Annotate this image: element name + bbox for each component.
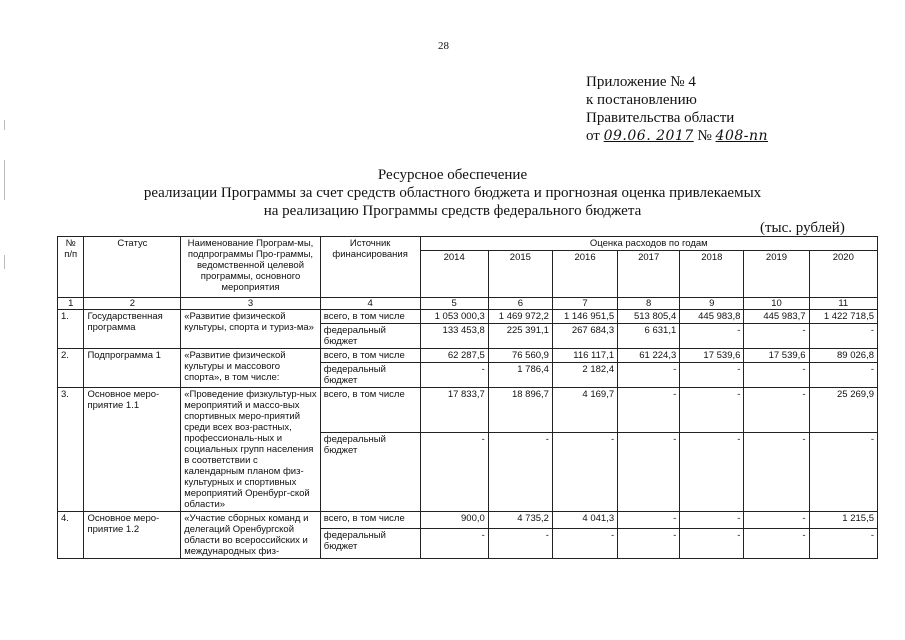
table-row [58,512,878,529]
year-value: 900,0 [420,512,488,529]
page-number: 28 [438,40,449,52]
year-value: 2 182,4 [552,363,617,388]
header-num: № п/п [58,237,84,298]
appendix-line-2: к постановлению [586,92,697,108]
year-value: 445 983,8 [680,310,744,324]
column-index: 5 [420,298,488,310]
column-index-row [58,298,878,310]
year-value: - [420,528,488,558]
year-value: - [618,528,680,558]
funding-source: всего, в том числе [320,349,420,363]
year-value: 267 684,3 [552,324,617,349]
year-value: 17 539,6 [680,349,744,363]
column-index: 4 [320,298,420,310]
row-number: 4. [58,512,84,559]
year-value: 1 053 000,3 [420,310,488,324]
year-value: - [680,388,744,433]
row-status: Подпрограмма 1 [84,349,181,388]
year-header: 2015 [488,251,552,298]
column-index: 10 [744,298,809,310]
funding-source: федеральный бюджет [320,432,420,512]
appendix-block [586,73,768,145]
year-header: 2017 [618,251,680,298]
funding-source: федеральный бюджет [320,363,420,388]
title-line-1: Ресурсное обеспечение [377,167,528,183]
year-value: 4 735,2 [488,512,552,529]
year-header: 2020 [809,251,877,298]
column-index: 8 [618,298,680,310]
year-value: 1 469 972,2 [488,310,552,324]
resource-table [57,236,878,559]
from-prefix: от [586,128,600,144]
year-value: - [809,363,877,388]
year-value: 17 539,6 [744,349,809,363]
year-value: - [744,324,809,349]
column-index: 2 [84,298,181,310]
year-header: 2019 [744,251,809,298]
row-program-name: «Развитие физической культуры и массового спорта», в том числе: [181,349,321,388]
row-status: Основное меро-приятие 1.1 [84,388,181,512]
year-value: - [488,432,552,512]
year-value: 89 026,8 [809,349,877,363]
column-index: 3 [181,298,321,310]
year-value: 1 422 718,5 [809,310,877,324]
year-value: - [744,363,809,388]
column-index: 1 [58,298,84,310]
year-value: 4 041,3 [552,512,617,529]
appendix-line-1: Приложение № 4 [586,74,696,90]
year-value: - [420,432,488,512]
year-value: - [618,388,680,433]
year-value: - [680,324,744,349]
year-header: 2014 [420,251,488,298]
row-number: 3. [58,388,84,512]
handwritten-number: 408-пп [715,128,769,144]
year-value: 1 215,5 [809,512,877,529]
year-value: 513 805,4 [618,310,680,324]
year-value: - [744,528,809,558]
table-row [58,310,878,324]
row-program-name: «Участие сборных команд и делегаций Оренбургской области во всероссийских и международных физ- [181,512,321,559]
year-value: - [618,512,680,529]
year-value: 61 224,3 [618,349,680,363]
year-header: 2018 [680,251,744,298]
column-index: 11 [809,298,877,310]
row-number: 1. [58,310,84,349]
number-prefix: № [697,128,712,144]
year-value: 1 146 951,5 [552,310,617,324]
year-value: - [744,432,809,512]
year-value: - [618,432,680,512]
document-title [0,166,905,220]
year-value: - [680,528,744,558]
funding-source: федеральный бюджет [320,528,420,558]
header-status: Статус [84,237,181,298]
title-line-2: реализации Программы за счет средств областного бюджета и прогнозная оценка привлекаемых [143,185,762,201]
header-source: Источник финансирования [320,237,420,298]
year-value: - [680,363,744,388]
year-value: 225 391,1 [488,324,552,349]
header-estimate: Оценка расходов по годам [420,237,877,251]
year-value: 62 287,5 [420,349,488,363]
year-value: 17 833,7 [420,388,488,433]
year-value: 4 169,7 [552,388,617,433]
header-row [58,237,878,251]
year-value: 116 117,1 [552,349,617,363]
year-value: - [809,528,877,558]
handwritten-date: 09.06. 2017 [603,128,694,144]
year-value: 445 983,7 [744,310,809,324]
appendix-line-3: Правительства области [586,110,735,126]
year-value: - [680,432,744,512]
year-value: - [744,388,809,433]
year-value: 6 631,1 [618,324,680,349]
row-program-name: «Развитие физической культуры, спорта и туриз-ма» [181,310,321,349]
row-number: 2. [58,349,84,388]
column-index: 9 [680,298,744,310]
title-line-3: на реализацию Программы средств федерального бюджета [263,203,642,219]
funding-source: федеральный бюджет [320,324,420,349]
row-status: Государственная программа [84,310,181,349]
year-value: - [680,512,744,529]
table-row [58,349,878,363]
margin-mark [4,255,5,269]
units-label: (тыс. рублей) [760,220,845,236]
appendix-date-line [586,127,768,145]
year-value: - [618,363,680,388]
year-header: 2016 [552,251,617,298]
year-value: - [488,528,552,558]
row-program-name: «Проведение физкультур-ных мероприятий и массо-вых спортивных меро-приятий среди всех воз-растных, профессиональ-ных и социальных групп населения в соответствии с календарным планом физ-культурных и спортивных мероприятий Оренбург-ской области» [181,388,321,512]
header-name: Наименование Програм-мы, подпрограммы Про-граммы, ведомственной целевой программы, основного мероприятия [181,237,321,298]
page-bottom-area [0,585,905,640]
year-value: - [552,528,617,558]
year-value: - [420,363,488,388]
year-value: 133 453,8 [420,324,488,349]
year-value: 25 269,9 [809,388,877,433]
year-value: 18 896,7 [488,388,552,433]
column-index: 6 [488,298,552,310]
funding-source: всего, в том числе [320,310,420,324]
margin-mark [4,120,5,130]
funding-source: всего, в том числе [320,512,420,529]
year-value: 1 786,4 [488,363,552,388]
year-value: - [552,432,617,512]
funding-source: всего, в том числе [320,388,420,433]
column-index: 7 [552,298,617,310]
year-value: - [809,432,877,512]
year-value: - [744,512,809,529]
table-row [58,388,878,433]
year-value: 76 560,9 [488,349,552,363]
row-status: Основное меро-приятие 1.2 [84,512,181,559]
year-value: - [809,324,877,349]
